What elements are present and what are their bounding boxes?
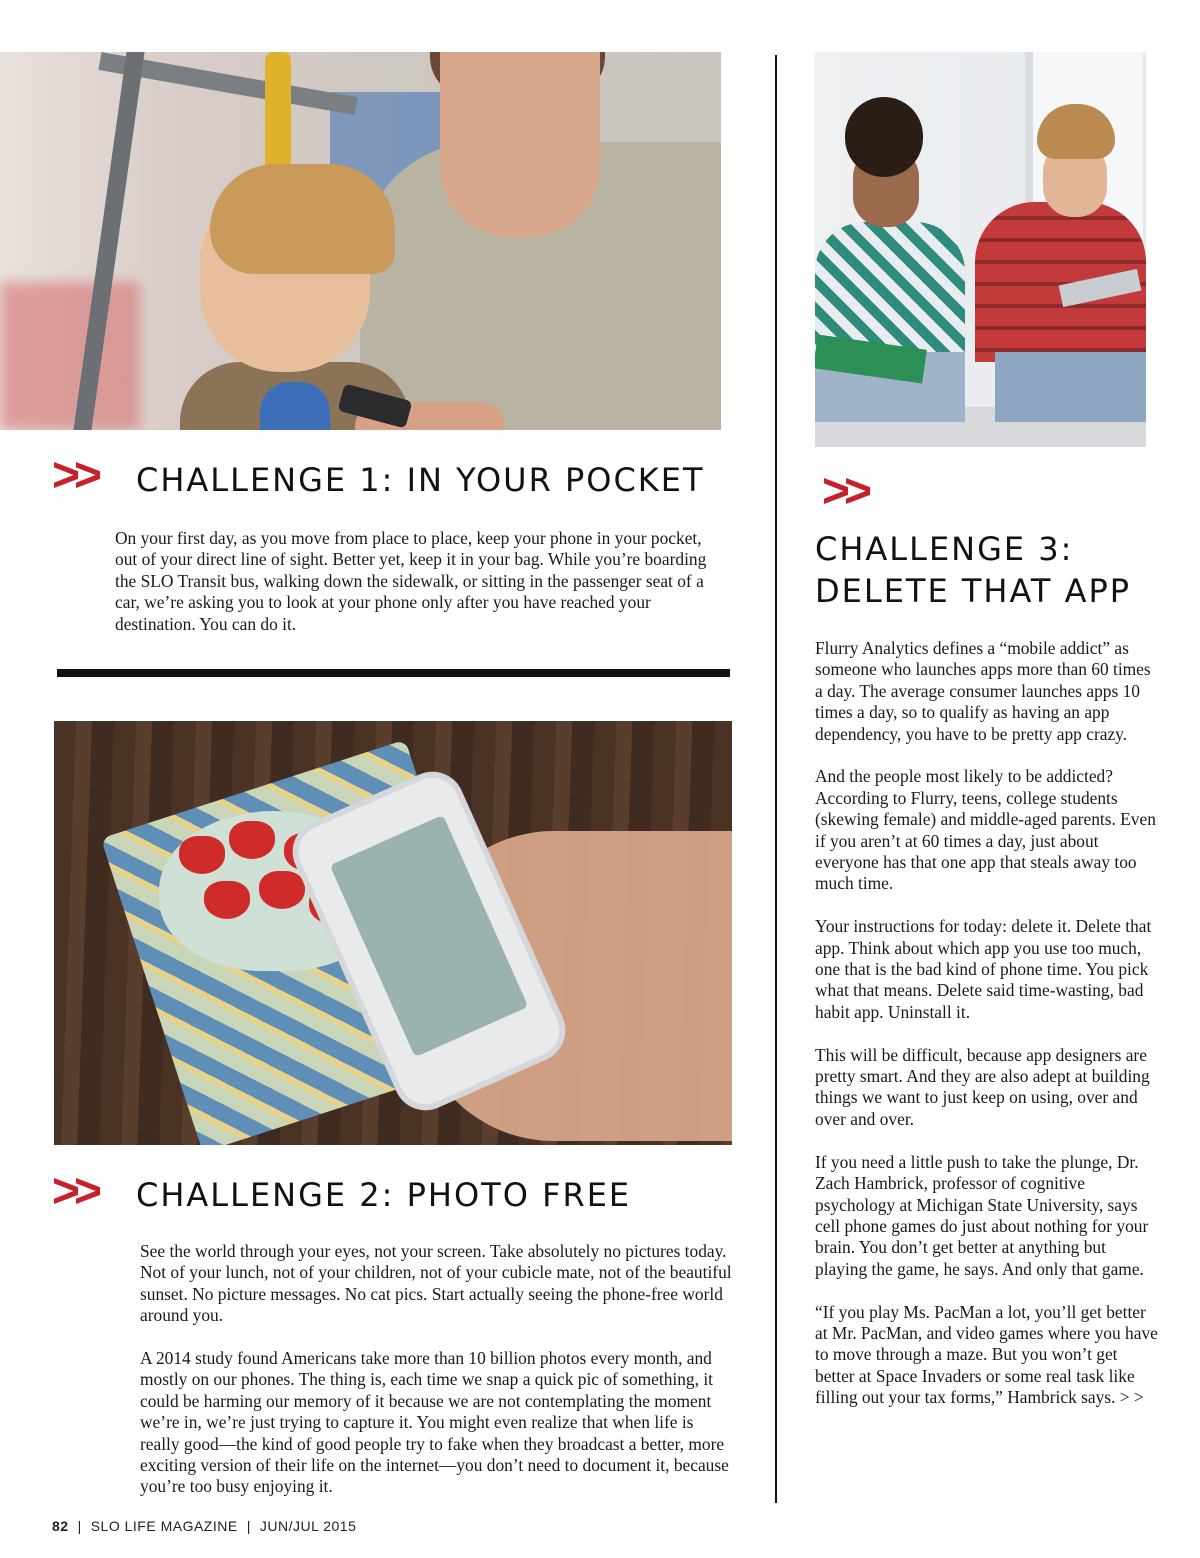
challenge-1-marker: >> [52, 449, 97, 502]
column-divider [775, 55, 777, 1503]
issue-date: JUN/JUL 2015 [259, 1518, 357, 1534]
paragraph: If you need a little push to take the plunge, Dr. Zach Hambrick, professor of cognitive psychology at Michigan State University, says cell phone games do just about nothing for your brain. You don’t get better at anything but playing the game, he says. And only that game. [815, 1151, 1149, 1279]
challenge-3-marker: >> [822, 465, 867, 518]
page-number: 82 [52, 1518, 69, 1534]
challenge-2-title: CHALLENGE 2: PHOTO FREE [136, 1176, 632, 1214]
paragraph: Your instructions for today: delete it. Delete that app. Think about which app you use too much, one that is the bad kind of phone time. You pick what that means. Delete said time-wasting, bad habit app. Uninstall it. [815, 916, 1152, 1022]
publication-name: SLO LIFE MAGAZINE [90, 1518, 238, 1534]
challenge-2-body [140, 1241, 732, 1498]
paragraph: This will be difficult, because app designers are pretty smart. And they are also adept at building things we want to just keep on using, over and over and over. [815, 1044, 1150, 1129]
section-divider [57, 669, 730, 677]
photo-man-and-boy-on-bus [0, 52, 721, 430]
paragraph: And the people most likely to be addicted? According to Flurry, teens, college students (skewing female) and middle-aged parents. Even if you aren’t at 60 times a day, just about everyone has that one app that steals away too much time. [815, 766, 1156, 894]
challenge-3-title [815, 528, 1131, 612]
challenge-3-title-line-2: DELETE THAT APP [815, 572, 1132, 610]
challenge-2-marker: >> [52, 1165, 97, 1218]
paragraph: Flurry Analytics defines a “mobile addict” as someone who launches apps more than 60 times a day. The average consumer launches apps 10 times a day, so to qualify as having an app dependency, you have to be pretty app crazy. [815, 638, 1151, 744]
challenge-1-body [115, 528, 715, 635]
challenge-3-body [815, 638, 1160, 1409]
footer-separator: | [77, 1518, 82, 1534]
page-footer [52, 1518, 356, 1534]
challenge-3-title-line-1: CHALLENGE 3: [815, 530, 1074, 568]
photo-students-with-devices [815, 52, 1146, 447]
paragraph: See the world through your eyes, not your screen. Take absolutely no pictures today. Not of your lunch, not of your children, not of your cubicle mate, not of the beautiful sunset. No picture messages. No cat pics. Start actually seeing the phone-free world around you. [140, 1241, 732, 1326]
footer-separator: | [246, 1518, 251, 1534]
paragraph: On your first day, as you move from place to place, keep your phone in your pocket, out of your direct line of sight. Better yet, keep it in your bag. While you’re boarding the SLO Transit bus, walking down the sidewalk, or sitting in the passenger seat of a car, we’re asking you to look at your phone only after you have reached your destination. You can do it. [115, 528, 707, 634]
photo-strawberries-phone [54, 721, 732, 1145]
challenge-1-title: CHALLENGE 1: IN YOUR POCKET [136, 461, 705, 499]
paragraph: “If you play Ms. PacMan a lot, you’ll get better at Mr. PacMan, and video games where you have to move through a maze. But you won’t get better at Space Invaders or some real task like filling out your tax forms,” Hambrick says. > > [815, 1301, 1158, 1408]
paragraph: A 2014 study found Americans take more than 10 billion photos every month, and mostly on our phones. The thing is, each time we snap a quick pic of something, it could be harming our memory of it because we are not contemplating the moment we’re in, we’re just trying to capture it. You might even realize that when life is really good—the kind of good people try to fake when they broadcast a better, more exciting version of their life on the internet—you don’t need to document it, because you’re too busy enjoying it. [140, 1348, 729, 1497]
